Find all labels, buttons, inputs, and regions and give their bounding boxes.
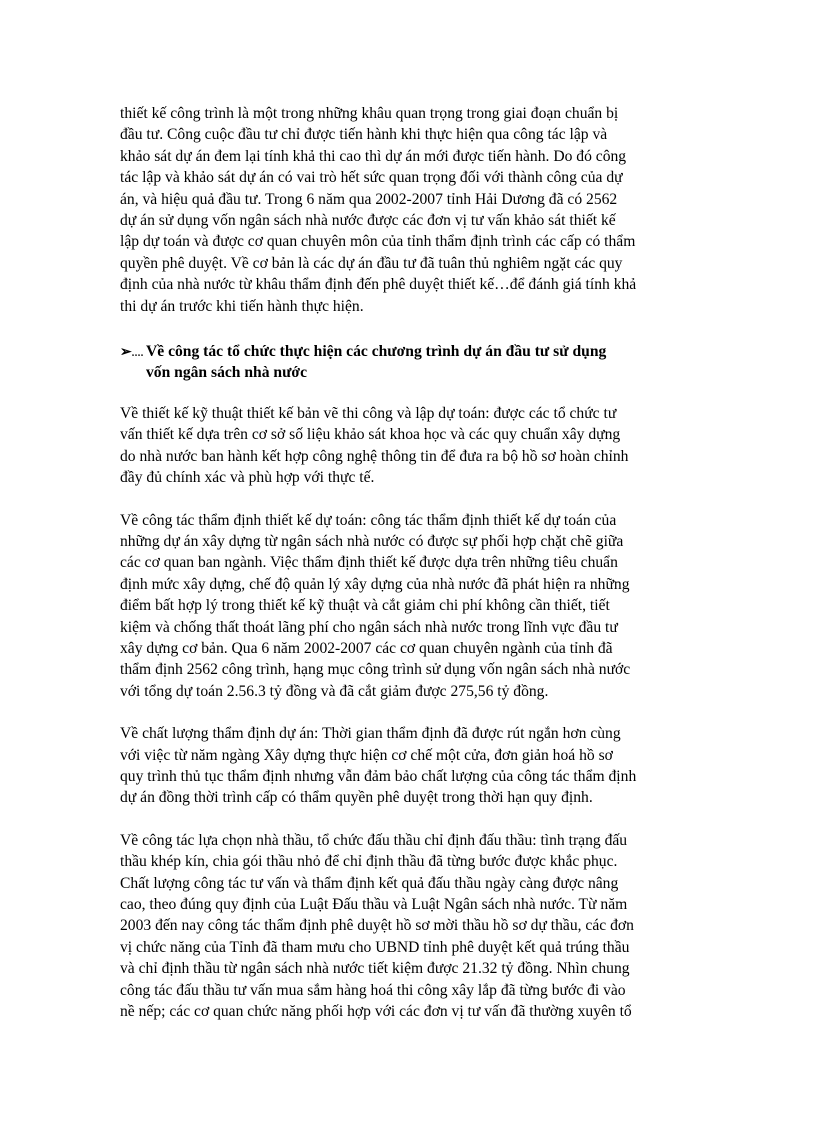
document-page — [120, 103, 694, 1022]
paragraph-technical-design: Về thiết kế kỹ thuật thiết kế bản vẽ thi công và lập dự toán: được các tổ chức tư vấn thiết kế dựa trên cơ sở số liệu khảo sát khoa học và các quy chuẩn xây dựng do nhà nước ban hành kết hợp công nghệ thông tin để đưa ra bộ hồ sơ hoàn chỉnh đầy đủ chính xác và phù hợp với thực tế. — [120, 404, 629, 487]
section-heading — [120, 341, 694, 384]
arrow-bullet-icon: ➢.... — [120, 345, 144, 361]
paragraph-design-appraisal: Về công tác thẩm định thiết kế dự toán: công tác thẩm định thiết kế dự toán của những dự án xây dựng từ ngân sách nhà nước có được sự phối hợp chặt chẽ giữa các cơ quan ban ngành. Việc thẩm định thiết kế được dựa trên những tiêu chuẩn định mức xây dựng, chế độ quản lý xây dựng của nhà nước đã phát hiện ra những điểm bất hợp lý trong thiết kế kỹ thuật và cắt giảm chi phí không cần thiết, tiết kiệm và chống thất thoát lãng phí cho ngân sách nhà nước trong lĩnh vực đầu tư xây dựng cơ bản. Qua 6 năm 2002-2007 các cơ quan chuyên ngành của tỉnh đã thẩm định 2562 công trình, hạng mục công trình sử dụng vốn ngân sách nhà nước với tổng dự toán 2.56.3 tỷ đồng và đã cắt giảm được 275,56 tỷ đồng. — [120, 511, 631, 700]
section-heading-text: Về công tác tổ chức thực hiện các chương trình dự án đầu tư sử dụng vốn ngân sách nhà nước — [146, 343, 607, 382]
paragraph-project-survey: thiết kế công trình là một trong những khâu quan trọng trong giai đoạn chuẩn bị đầu tư. Công cuộc đầu tư chỉ được tiến hành khi thực hiện qua công tác lập và khảo sát dự án đem lại tính khả thi cao thì dự án mới được tiến hành. Do đó công tác lập và khảo sát dự án có vai trò hết sức quan trọng đối với thành công của dự án, và hiệu quả đầu tư. Trong 6 năm qua 2002-2007 tỉnh Hải Dương đã có 2562 dự án sử dụng vốn ngân sách nhà nước được các đơn vị tư vấn khảo sát thiết kế lập dự toán và được cơ quan chuyên môn của tỉnh thẩm định trình các cấp có thẩm quyền phê duyệt. Về cơ bản là các dự án đầu tư đã tuân thủ nghiêm ngặt các quy định của nhà nước từ khâu thẩm định đến phê duyệt thiết kế…để đánh giá tính khả thi dự án trước khi tiến hành thực hiện. — [120, 105, 637, 315]
paragraph-contractor-selection: Về công tác lựa chọn nhà thầu, tổ chức đấu thầu chỉ định đấu thầu: tình trạng đấu thầu khép kín, chia gói thầu nhỏ để chỉ định thầu đã từng bước được khắc phục. Chất lượng công tác tư vấn và thẩm định kết quả đấu thầu ngày càng được nâng cao, theo đúng quy định của Luật Đấu thầu và Luật Ngân sách nhà nước. Từ năm 2003 đến nay công tác thẩm định phê duyệt hồ sơ mời thầu hồ sơ dự thầu, các đơn vị chức năng của Tỉnh đã tham mưu cho UBND tỉnh phê duyệt kết quả trúng thầu và chỉ định thầu từ ngân sách nhà nước tiết kiệm được 21.32 tỷ đồng. Nhìn chung công tác đấu thầu tư vấn mua sắm hàng hoá thi công xây lắp đã từng bước đi vào nề nếp; các cơ quan chức năng phối hợp với các đơn vị tư vấn đã thường xuyên tổ — [120, 831, 634, 1021]
paragraph-appraisal-quality: Về chất lượng thẩm định dự án: Thời gian thẩm định đã được rút ngắn hơn cùng với việc từ năm ngàng Xây dựng thực hiện cơ chế một cửa, đơn giản hoá hồ sơ quy trình thủ tục thẩm định nhưng vẫn đảm bảo chất lượng của công tác thẩm định dự án đồng thời trình cấp có thẩm quyền phê duyệt trong thời hạn quy định. — [120, 725, 637, 807]
